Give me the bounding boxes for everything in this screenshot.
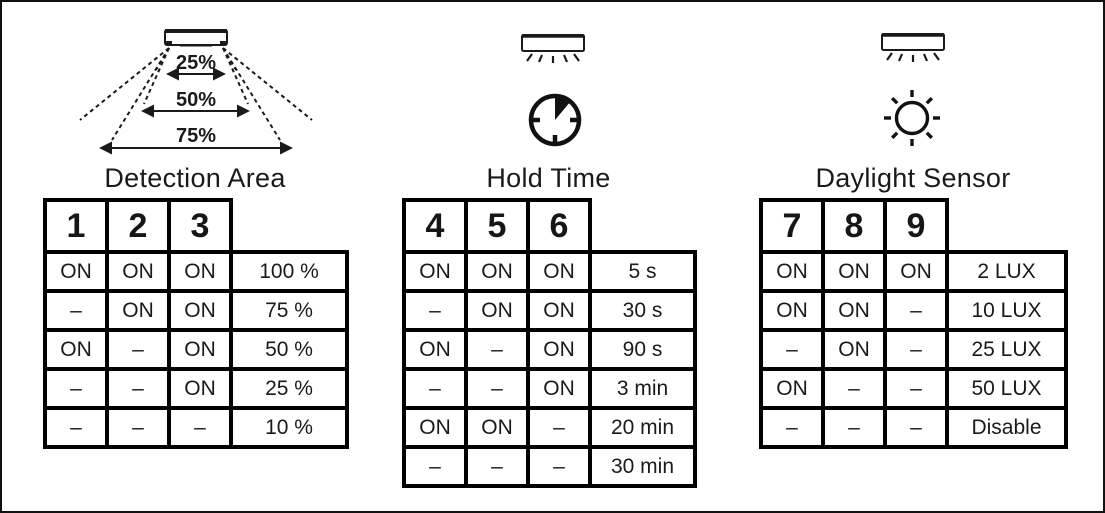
section-title-daylight-sensor: Daylight Sensor <box>815 163 1011 193</box>
setting-value-cell: 30 min <box>590 447 695 486</box>
switch-number-3: 3 <box>169 200 231 252</box>
detection-area-table <box>43 198 349 449</box>
switch-number-4: 4 <box>404 200 466 252</box>
daylight-sensor-table <box>759 198 1068 449</box>
switch-number-6: 6 <box>528 200 590 252</box>
switch-state-cell: ON <box>169 369 231 408</box>
switch-state-cell: ON <box>169 291 231 330</box>
sun-icon <box>882 88 942 148</box>
switch-number-8: 8 <box>823 200 885 252</box>
switch-state-cell: – <box>45 408 107 447</box>
switch-state-cell: – <box>404 447 466 486</box>
switch-header-row <box>45 200 347 252</box>
section-title-detection-area: Detection Area <box>104 163 286 193</box>
switch-state-cell: – <box>885 369 947 408</box>
timer-clock-icon <box>526 91 584 149</box>
switch-state-cell: ON <box>823 330 885 369</box>
switch-number-5: 5 <box>466 200 528 252</box>
switch-state-cell: ON <box>528 291 590 330</box>
switch-state-cell: – <box>823 369 885 408</box>
setting-row <box>404 408 695 447</box>
setting-row <box>45 330 347 369</box>
setting-row <box>761 369 1066 408</box>
coverage-label-75: 75% <box>175 125 217 147</box>
switch-state-cell: – <box>761 408 823 447</box>
hold-time-table <box>402 198 697 488</box>
sun-rays <box>884 90 940 146</box>
switch-number-9: 9 <box>885 200 947 252</box>
switch-number-1: 1 <box>45 200 107 252</box>
setting-value-cell: 100 % <box>231 252 347 291</box>
setting-value-cell: 5 s <box>590 252 695 291</box>
setting-row <box>404 252 695 291</box>
switch-state-cell: – <box>404 369 466 408</box>
switch-state-cell: – <box>466 330 528 369</box>
switch-state-cell: ON <box>45 252 107 291</box>
switch-state-cell: – <box>761 330 823 369</box>
switch-state-cell: – <box>466 369 528 408</box>
setting-row <box>404 330 695 369</box>
setting-row <box>404 369 695 408</box>
switch-state-cell: ON <box>107 252 169 291</box>
setting-value-cell: 25 LUX <box>947 330 1066 369</box>
setting-row <box>761 330 1066 369</box>
coverage-label-25: 25% <box>175 52 217 74</box>
switch-state-cell: ON <box>761 369 823 408</box>
setting-value-cell: 10 LUX <box>947 291 1066 330</box>
header-spacer <box>231 200 347 252</box>
switch-state-cell: ON <box>823 252 885 291</box>
setting-value-cell: 2 LUX <box>947 252 1066 291</box>
setting-value-cell: 90 s <box>590 330 695 369</box>
setting-row <box>45 369 347 408</box>
ceiling-light-icon <box>520 33 586 67</box>
switch-state-cell: – <box>823 408 885 447</box>
setting-value-cell: 30 s <box>590 291 695 330</box>
setting-row <box>45 408 347 447</box>
detection-cone-icon <box>52 10 337 158</box>
switch-state-cell: ON <box>528 330 590 369</box>
switch-state-cell: ON <box>761 291 823 330</box>
switch-state-cell: – <box>45 369 107 408</box>
switch-state-cell: ON <box>169 330 231 369</box>
switch-header-row <box>404 200 695 252</box>
section-title-hold-time: Hold Time <box>486 163 611 193</box>
ceiling-sensor-icon <box>165 30 227 46</box>
switch-state-cell: ON <box>404 330 466 369</box>
switch-state-cell: ON <box>404 252 466 291</box>
switch-state-cell: – <box>107 408 169 447</box>
switch-state-cell: – <box>466 447 528 486</box>
light-rays <box>527 54 579 63</box>
switch-state-cell: – <box>404 291 466 330</box>
setting-row <box>404 291 695 330</box>
coverage-label-50: 50% <box>175 89 217 111</box>
setting-value-cell: 10 % <box>231 408 347 447</box>
setting-value-cell: 20 min <box>590 408 695 447</box>
setting-value-cell: 50 LUX <box>947 369 1066 408</box>
switch-state-cell: – <box>107 330 169 369</box>
switch-state-cell: – <box>885 291 947 330</box>
header-spacer <box>947 200 1066 252</box>
setting-row <box>761 408 1066 447</box>
switch-state-cell: ON <box>466 408 528 447</box>
setting-value-cell: 50 % <box>231 330 347 369</box>
switch-state-cell: – <box>169 408 231 447</box>
switch-state-cell: ON <box>528 252 590 291</box>
switch-state-cell: – <box>528 408 590 447</box>
ceiling-light-icon <box>880 32 946 66</box>
setting-value-cell: 3 min <box>590 369 695 408</box>
switch-state-cell: – <box>528 447 590 486</box>
switch-state-cell: ON <box>466 291 528 330</box>
switch-state-cell: ON <box>528 369 590 408</box>
setting-row <box>45 291 347 330</box>
setting-row <box>761 291 1066 330</box>
switch-state-cell: ON <box>466 252 528 291</box>
switch-number-7: 7 <box>761 200 823 252</box>
setting-row <box>45 252 347 291</box>
setting-value-cell: Disable <box>947 408 1066 447</box>
switch-state-cell: ON <box>761 252 823 291</box>
setting-row <box>404 447 695 486</box>
light-rays <box>887 53 939 62</box>
switch-state-cell: ON <box>404 408 466 447</box>
switch-state-cell: – <box>885 408 947 447</box>
header-spacer <box>590 200 695 252</box>
switch-state-cell: ON <box>885 252 947 291</box>
setting-row <box>761 252 1066 291</box>
switch-state-cell: ON <box>169 252 231 291</box>
setting-value-cell: 25 % <box>231 369 347 408</box>
switch-number-2: 2 <box>107 200 169 252</box>
switch-state-cell: ON <box>823 291 885 330</box>
switch-state-cell: – <box>107 369 169 408</box>
switch-state-cell: ON <box>45 330 107 369</box>
switch-state-cell: ON <box>107 291 169 330</box>
switch-header-row <box>761 200 1066 252</box>
switch-state-cell: – <box>45 291 107 330</box>
switch-state-cell: – <box>885 330 947 369</box>
setting-value-cell: 75 % <box>231 291 347 330</box>
